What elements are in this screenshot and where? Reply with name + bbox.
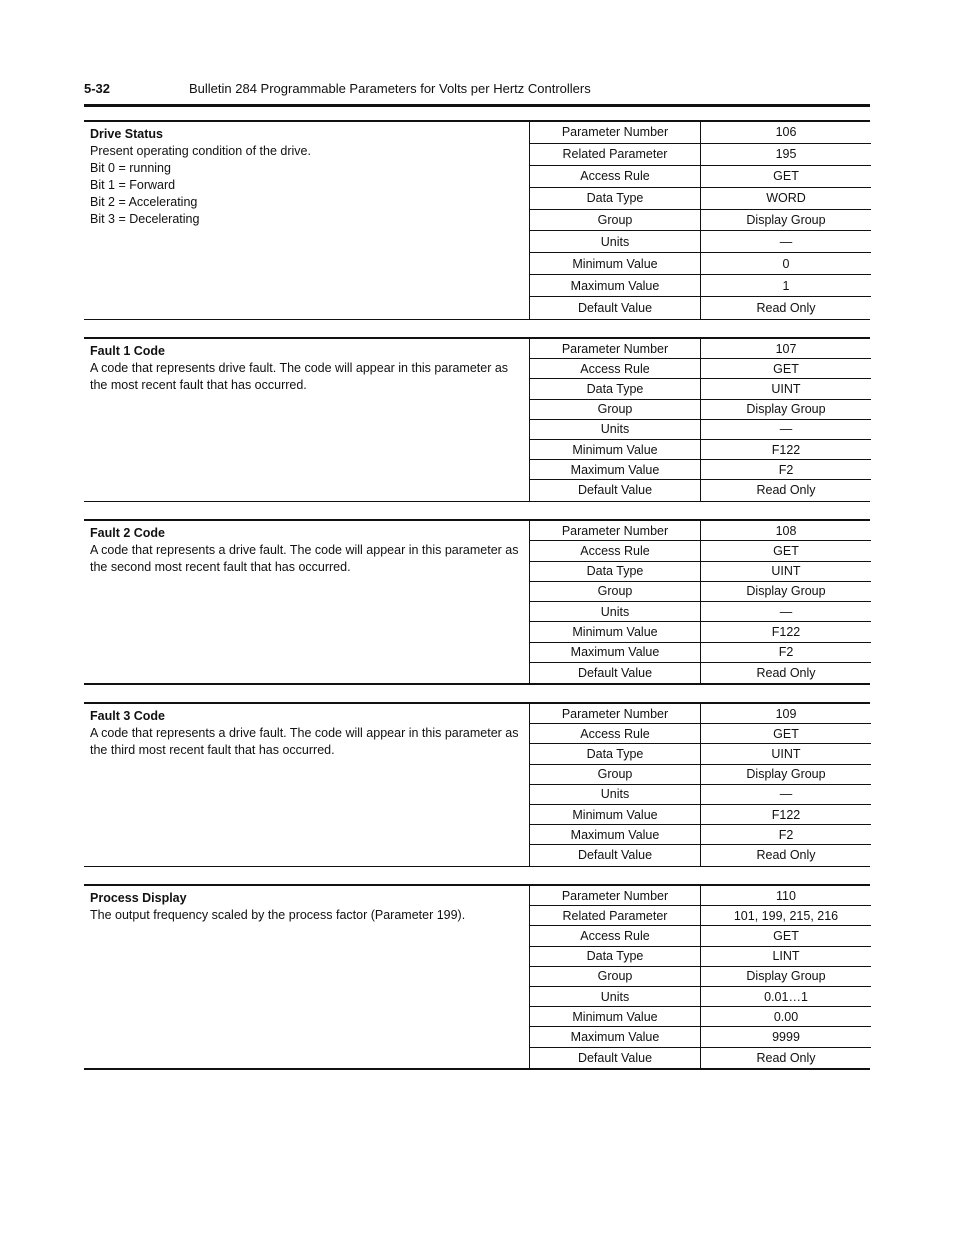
- table-row: [530, 947, 871, 967]
- parameter-description-text: A code that represents a drive fault. The code will appear in this parameter as the second most recent fault that has occurred.: [90, 543, 519, 574]
- parameter-description-text: A code that represents drive fault. The code will appear in this parameter as the most recent fault that has occurred.: [90, 361, 509, 392]
- parameter-label-cell: Default Value: [577, 483, 653, 498]
- table-row: [530, 1007, 871, 1027]
- parameter-label-cell: Parameter Number: [561, 706, 669, 721]
- parameter-value-cell: 0.00: [700, 1007, 871, 1026]
- table-row: [530, 359, 871, 379]
- parameter-title: Fault 1 Code: [90, 344, 166, 358]
- parameter-label-cell: Default Value: [577, 301, 653, 316]
- table-row: [530, 562, 871, 582]
- parameter-value-cell: 195: [700, 144, 871, 165]
- parameter-value-cell: UINT: [700, 379, 871, 398]
- parameter-table: [529, 704, 871, 866]
- parameter-value-cell: GET: [700, 926, 871, 945]
- parameter-value-cell: Read Only: [700, 297, 871, 319]
- parameter-description: [84, 339, 529, 398]
- parameter-value-cell: 108: [700, 521, 871, 540]
- parameter-value-cell: 0: [700, 253, 871, 274]
- parameter-label-cell: Minimum Value: [572, 807, 658, 822]
- table-row: [530, 144, 871, 166]
- parameter-label-cell: Minimum Value: [572, 256, 658, 271]
- parameter-value-cell: F2: [700, 460, 871, 479]
- table-row: [530, 825, 871, 845]
- parameter-label-cell: Parameter Number: [561, 523, 669, 538]
- table-row: [530, 231, 871, 253]
- table-row: [530, 188, 871, 210]
- parameter-table: [529, 339, 871, 501]
- table-row: [530, 785, 871, 805]
- table-row: [530, 765, 871, 785]
- table-row: [530, 643, 871, 663]
- parameter-value-cell: —: [700, 602, 871, 621]
- parameter-value-cell: 106: [700, 122, 871, 143]
- parameter-value-cell: F2: [700, 825, 871, 844]
- parameter-label-cell: Access Rule: [580, 169, 650, 184]
- table-row: [530, 379, 871, 399]
- table-row: [530, 253, 871, 275]
- table-row: [530, 420, 871, 440]
- parameter-label-cell: Access Rule: [580, 928, 650, 943]
- table-row: [530, 663, 871, 683]
- parameter-value-cell: Display Group: [700, 967, 871, 986]
- parameter-value-cell: GET: [700, 166, 871, 187]
- parameter-description-text: Present operating condition of the drive.: [90, 144, 311, 158]
- parameter-label-cell: Default Value: [577, 1050, 653, 1065]
- parameter-value-cell: Display Group: [700, 210, 871, 231]
- table-row: [530, 400, 871, 420]
- table-row: [530, 845, 871, 865]
- parameter-block: [84, 337, 870, 502]
- parameter-value-cell: F122: [700, 805, 871, 824]
- table-row: [530, 967, 871, 987]
- table-row: [530, 339, 871, 359]
- parameter-label-cell: Group: [597, 584, 633, 599]
- parameter-label-cell: Data Type: [586, 746, 644, 761]
- parameter-label-cell: Units: [600, 422, 630, 437]
- parameter-value-cell: GET: [700, 541, 871, 560]
- table-row: [530, 122, 871, 144]
- parameter-title: Process Display: [90, 891, 187, 905]
- parameter-label-cell: Units: [600, 989, 630, 1004]
- table-row: [530, 1048, 871, 1068]
- parameter-value-cell: 107: [700, 339, 871, 358]
- parameter-label-cell: Units: [600, 604, 630, 619]
- parameter-label-cell: Parameter Number: [561, 125, 669, 140]
- parameter-value-cell: UINT: [700, 562, 871, 581]
- table-row: [530, 805, 871, 825]
- table-row: [530, 622, 871, 642]
- parameter-description: [84, 122, 529, 232]
- parameter-label-cell: Data Type: [586, 949, 644, 964]
- parameter-label-cell: Access Rule: [580, 361, 650, 376]
- parameter-label-cell: Group: [597, 767, 633, 782]
- table-row: [530, 744, 871, 764]
- parameter-label-cell: Data Type: [586, 564, 644, 579]
- parameter-label-cell: Parameter Number: [561, 341, 669, 356]
- table-row: [530, 906, 871, 926]
- table-row: [530, 521, 871, 541]
- parameter-table: [529, 122, 871, 319]
- parameter-table: [529, 886, 871, 1068]
- parameter-label-cell: Group: [597, 213, 633, 227]
- parameter-value-cell: Read Only: [700, 480, 871, 500]
- parameter-value-cell: 1: [700, 275, 871, 296]
- parameter-description: [84, 886, 529, 928]
- parameter-label-cell: Units: [600, 787, 630, 802]
- parameter-label-cell: Data Type: [586, 191, 644, 206]
- parameter-block: [84, 519, 870, 685]
- parameter-description: [84, 704, 529, 763]
- parameter-label-cell: Minimum Value: [572, 1009, 658, 1024]
- table-row: [530, 886, 871, 906]
- parameter-label-cell: Access Rule: [580, 726, 650, 741]
- parameter-description-text: Bit 0 = running: [90, 161, 171, 175]
- parameter-value-cell: F122: [700, 622, 871, 641]
- parameter-value-cell: 101, 199, 215, 216: [700, 906, 871, 925]
- table-row: [530, 275, 871, 297]
- table-row: [530, 987, 871, 1007]
- parameter-title: Fault 3 Code: [90, 709, 166, 723]
- parameter-value-cell: 110: [700, 886, 871, 905]
- table-row: [530, 210, 871, 232]
- parameter-value-cell: Display Group: [700, 400, 871, 419]
- table-row: [530, 440, 871, 460]
- parameter-value-cell: WORD: [700, 188, 871, 209]
- parameter-description-text: The output frequency scaled by the process factor (Parameter 199).: [90, 908, 466, 922]
- parameter-label-cell: Maximum Value: [570, 1029, 660, 1044]
- parameter-value-cell: 9999: [700, 1027, 871, 1046]
- parameter-label-cell: Parameter Number: [561, 888, 669, 903]
- parameter-value-cell: F122: [700, 440, 871, 459]
- page-header: [84, 80, 870, 107]
- parameter-description: [84, 521, 529, 580]
- parameter-value-cell: Read Only: [700, 1048, 871, 1068]
- page-number: 5-32: [84, 81, 111, 96]
- table-row: [530, 926, 871, 946]
- parameter-title: Fault 2 Code: [90, 526, 166, 540]
- parameter-label-cell: Group: [597, 402, 633, 417]
- parameter-label-cell: Minimum Value: [572, 624, 658, 639]
- table-row: [530, 1027, 871, 1047]
- parameter-block: [84, 884, 870, 1070]
- parameter-value-cell: GET: [700, 359, 871, 378]
- parameter-description-text: A code that represents a drive fault. The code will appear in this parameter as the third most recent fault that has occurred.: [90, 726, 519, 757]
- parameter-description-text: Bit 2 = Accelerating: [90, 195, 198, 209]
- table-row: [530, 166, 871, 188]
- parameter-value-cell: Display Group: [700, 765, 871, 784]
- parameter-label-cell: Maximum Value: [570, 462, 660, 477]
- parameter-label-cell: Minimum Value: [572, 442, 658, 457]
- table-row: [530, 704, 871, 724]
- parameter-label-cell: Related Parameter: [562, 908, 668, 923]
- parameter-value-cell: —: [700, 231, 871, 252]
- parameter-description-text: Bit 3 = Decelerating: [90, 212, 200, 226]
- parameter-value-cell: —: [700, 420, 871, 439]
- parameter-label-cell: Default Value: [577, 665, 653, 680]
- parameter-value-cell: 109: [700, 704, 871, 723]
- parameter-value-cell: Read Only: [700, 845, 871, 865]
- parameter-label-cell: Group: [597, 969, 633, 984]
- page-title: Bulletin 284 Programmable Parameters for Volts per Hertz Controllers: [189, 81, 591, 96]
- table-row: [530, 602, 871, 622]
- table-row: [530, 480, 871, 500]
- parameter-value-cell: —: [700, 785, 871, 804]
- parameter-value-cell: GET: [700, 724, 871, 743]
- table-row: [530, 724, 871, 744]
- table-row: [530, 582, 871, 602]
- parameter-value-cell: UINT: [700, 744, 871, 763]
- parameter-title: Drive Status: [90, 127, 163, 141]
- parameter-label-cell: Maximum Value: [570, 645, 660, 660]
- parameter-description-text: Bit 1 = Forward: [90, 178, 176, 192]
- table-row: [530, 541, 871, 561]
- parameter-block: [84, 702, 870, 867]
- parameter-value-cell: Display Group: [700, 582, 871, 601]
- parameter-label-cell: Access Rule: [580, 543, 650, 558]
- parameter-block: [84, 120, 870, 320]
- parameter-label-cell: Related Parameter: [562, 147, 668, 162]
- table-row: [530, 460, 871, 480]
- parameter-table: [529, 521, 871, 683]
- table-row: [530, 297, 871, 319]
- parameter-value-cell: F2: [700, 643, 871, 662]
- parameter-label-cell: Maximum Value: [570, 827, 660, 842]
- parameter-label-cell: Units: [600, 234, 630, 249]
- parameter-value-cell: LINT: [700, 947, 871, 966]
- parameter-label-cell: Data Type: [586, 381, 644, 396]
- parameter-value-cell: Read Only: [700, 663, 871, 683]
- parameter-label-cell: Default Value: [577, 848, 653, 863]
- parameter-label-cell: Maximum Value: [570, 278, 660, 293]
- parameter-value-cell: 0.01…1: [700, 987, 871, 1006]
